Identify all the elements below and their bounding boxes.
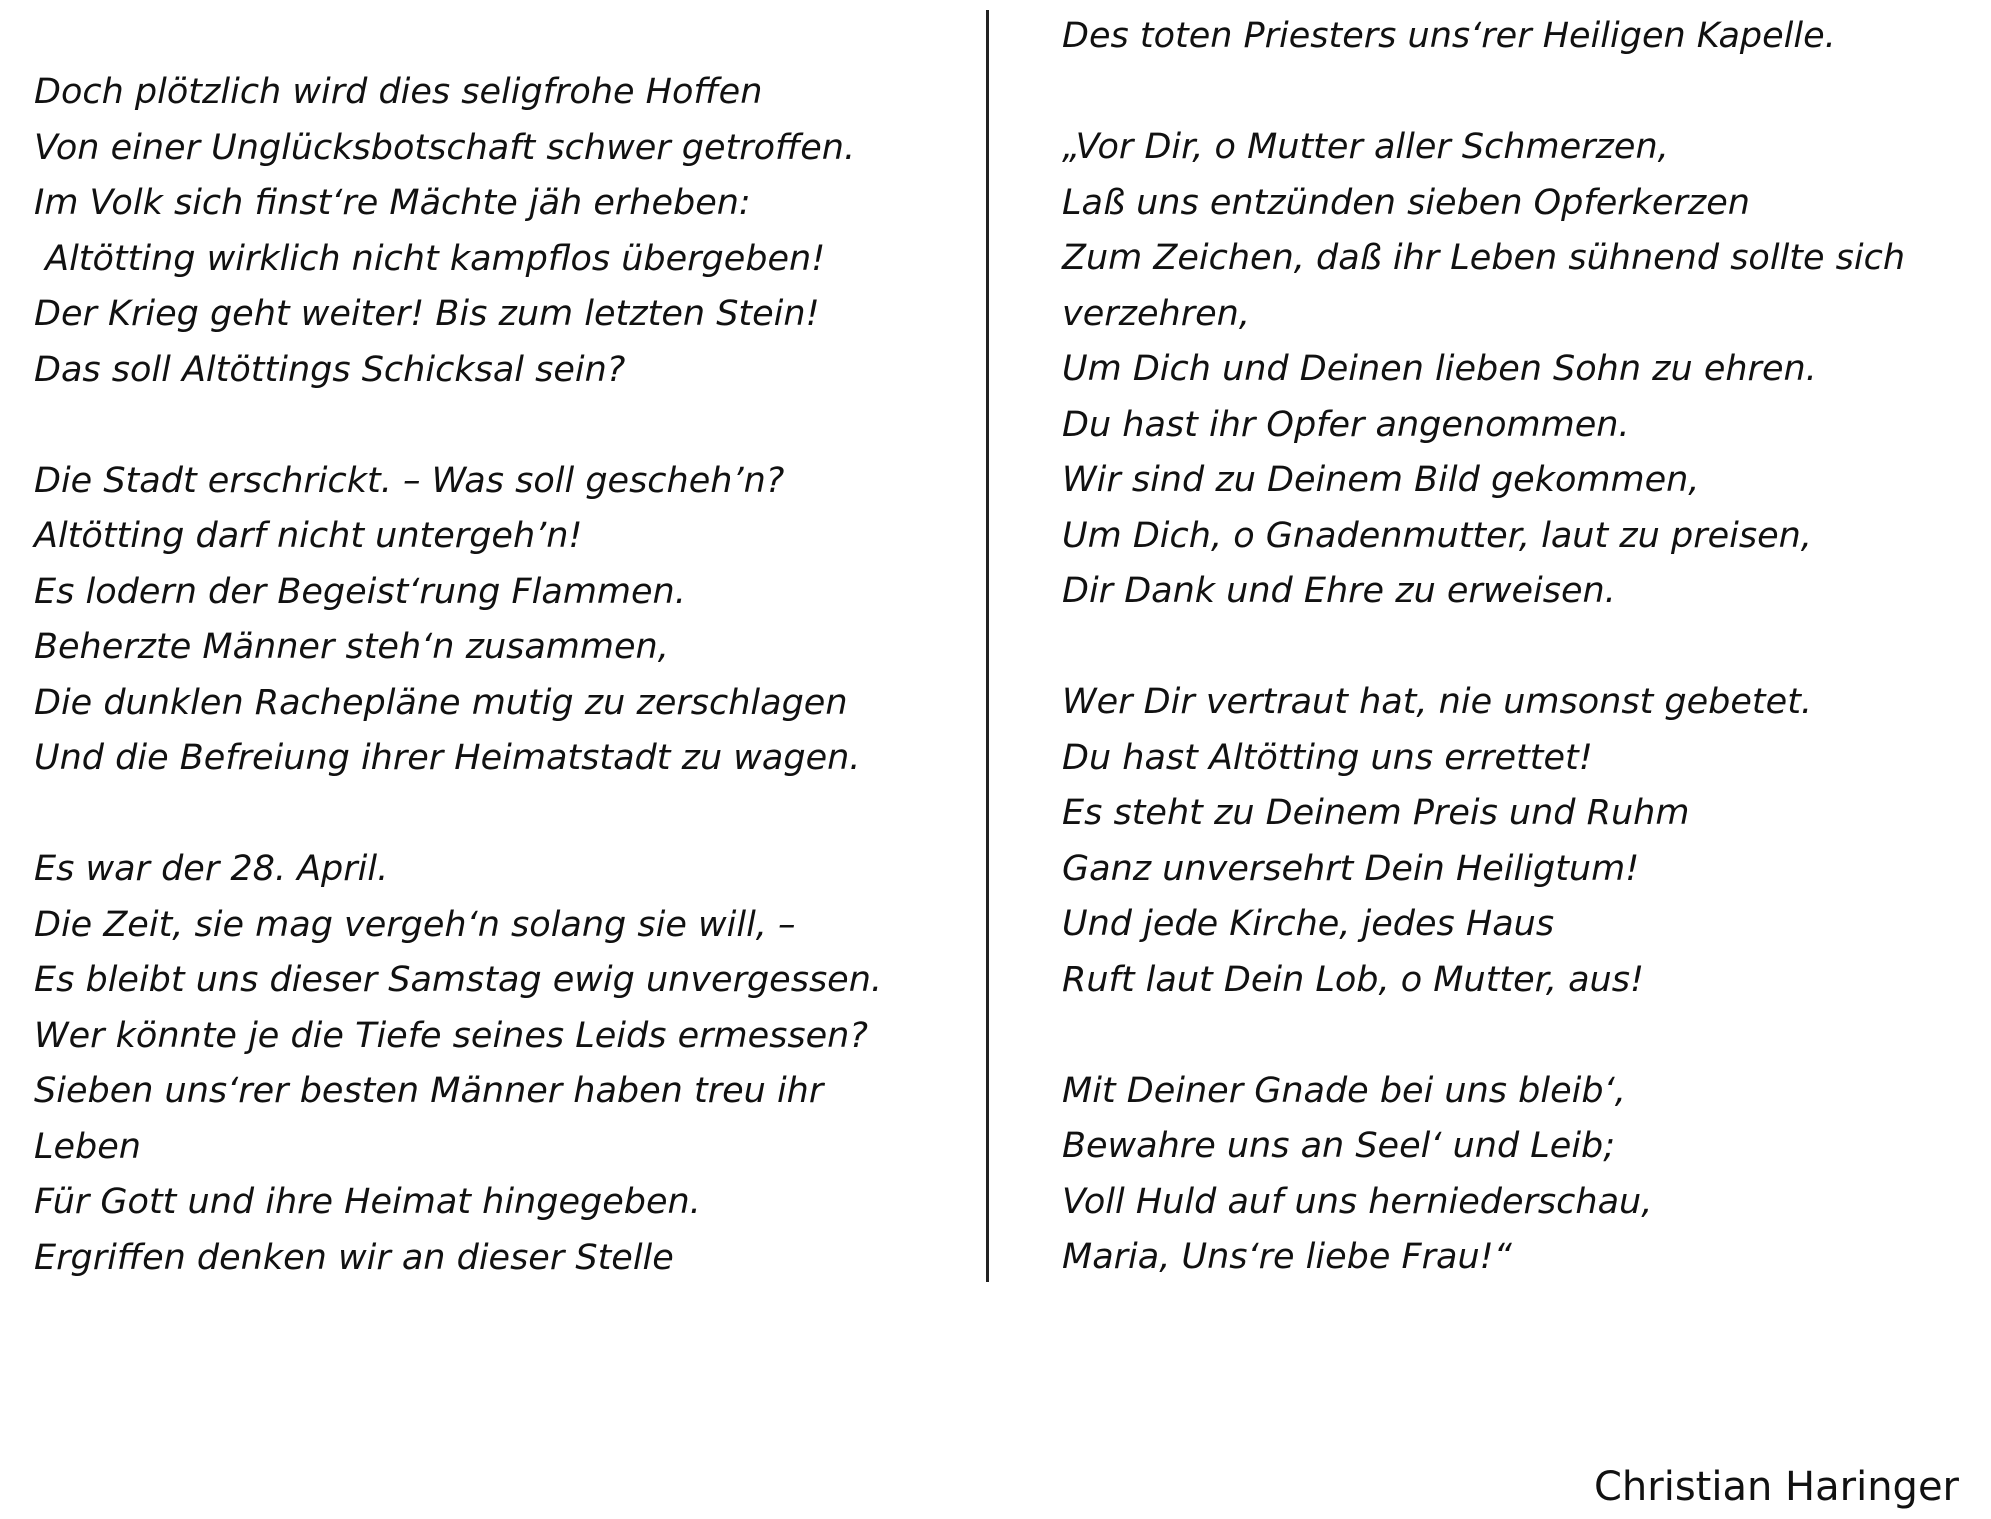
poem-line: Ergriffen denken wir an dieser Stelle xyxy=(34,1237,674,1278)
poem-line: Und die Befreiung ihrer Heimatstadt zu wagen. xyxy=(34,738,861,778)
poem-left-column xyxy=(34,65,882,1286)
poem-line: Ganz unversehrt Dein Heiligtum! xyxy=(1062,848,1640,889)
column-divider xyxy=(986,10,989,1282)
poem-line xyxy=(1062,1008,1905,1064)
poem-line: Des toten Priesters uns‘rer Heiligen Kapelle. xyxy=(1062,16,1836,56)
poem-line: Wir sind zu Deinem Bild gekommen, xyxy=(1062,460,1700,500)
poem-line: Beherzte Männer steh‘n zusammen, xyxy=(34,627,669,667)
poem-line: „Vor Dir, o Mutter aller Schmerzen, xyxy=(1062,127,1669,167)
author-name: Christian Haringer xyxy=(1594,1464,1959,1510)
poem-line: Das soll Altöttings Schicksal sein? xyxy=(34,349,626,390)
poem-line: Zum Zeichen, daß ihr Leben sühnend sollte sich xyxy=(1062,238,1906,278)
poem-line: Im Volk sich finst‘re Mächte jäh erheben: xyxy=(34,183,751,223)
poem-line: Es lodern der Begeist‘rung Flammen. xyxy=(34,571,686,612)
poem-line xyxy=(34,398,882,454)
poem-line: Für Gott und ihre Heimat hingegeben. xyxy=(34,1182,701,1222)
poem-line xyxy=(34,787,882,843)
poem-line: Leben xyxy=(34,1126,141,1167)
poem-line: Der Krieg geht weiter! Bis zum letzten Stein! xyxy=(34,294,820,334)
poem-line: Es bleibt uns dieser Samstag ewig unvergessen. xyxy=(34,960,883,1000)
poem-line: Bewahre uns an Seel‘ und Leib; xyxy=(1062,1126,1616,1166)
poem-line: Laß uns entzünden sieben Opferkerzen xyxy=(1062,182,1750,223)
poem-line xyxy=(1062,65,1905,121)
poem-line: Sieben uns‘rer besten Männer haben treu ihr xyxy=(34,1071,824,1111)
poem-line: Es war der 28. April. xyxy=(34,849,389,889)
poem-line: Von einer Unglücksbotschaft schwer getroffen. xyxy=(34,127,856,168)
poem-line: Um Dich, o Gnadenmutter, laut zu preisen, xyxy=(1062,515,1812,556)
poem-line: Die dunklen Rachepläne mutig zu zerschlagen xyxy=(34,682,848,723)
poem-line: Dir Dank und Ehre zu erweisen. xyxy=(1062,571,1616,611)
poem-line: Altötting wirklich nicht kampflos übergeben! xyxy=(34,238,826,279)
poem-line: Und jede Kirche, jedes Haus xyxy=(1062,904,1555,944)
poem-line: Es steht zu Deinem Preis und Ruhm xyxy=(1062,793,1690,833)
poem-line: Mit Deiner Gnade bei uns bleib‘, xyxy=(1062,1070,1626,1111)
poem-line: verzehren, xyxy=(1062,293,1250,334)
poem-line: Wer könnte je die Tiefe seines Leids ermessen? xyxy=(34,1015,868,1056)
poem-line: Um Dich und Deinen lieben Sohn zu ehren. xyxy=(1062,349,1817,389)
poem-line xyxy=(1062,620,1905,676)
poem-line: Maria, Uns‘re liebe Frau!“ xyxy=(1062,1237,1512,1277)
poem-line: Die Zeit, sie mag vergeh‘n solang sie will, – xyxy=(34,904,796,945)
poem-line: Altötting darf nicht untergeh’n! xyxy=(34,516,583,556)
poem-line: Die Stadt erschrickt. – Was soll gescheh’n? xyxy=(34,460,785,501)
poem-line: Wer Dir vertraut hat, nie umsonst gebetet. xyxy=(1062,682,1813,722)
poem-line: Doch plötzlich wird dies seligfrohe Hoffen xyxy=(34,72,763,112)
poem-line: Voll Huld auf uns herniederschau, xyxy=(1062,1181,1653,1222)
poem-right-column xyxy=(1062,9,1905,1286)
poem-line: Du hast ihr Opfer angenommen. xyxy=(1062,404,1630,445)
poem-line: Ruft laut Dein Lob, o Mutter, aus! xyxy=(1062,959,1644,1000)
poem-line: Du hast Altötting uns errettet! xyxy=(1062,737,1593,778)
